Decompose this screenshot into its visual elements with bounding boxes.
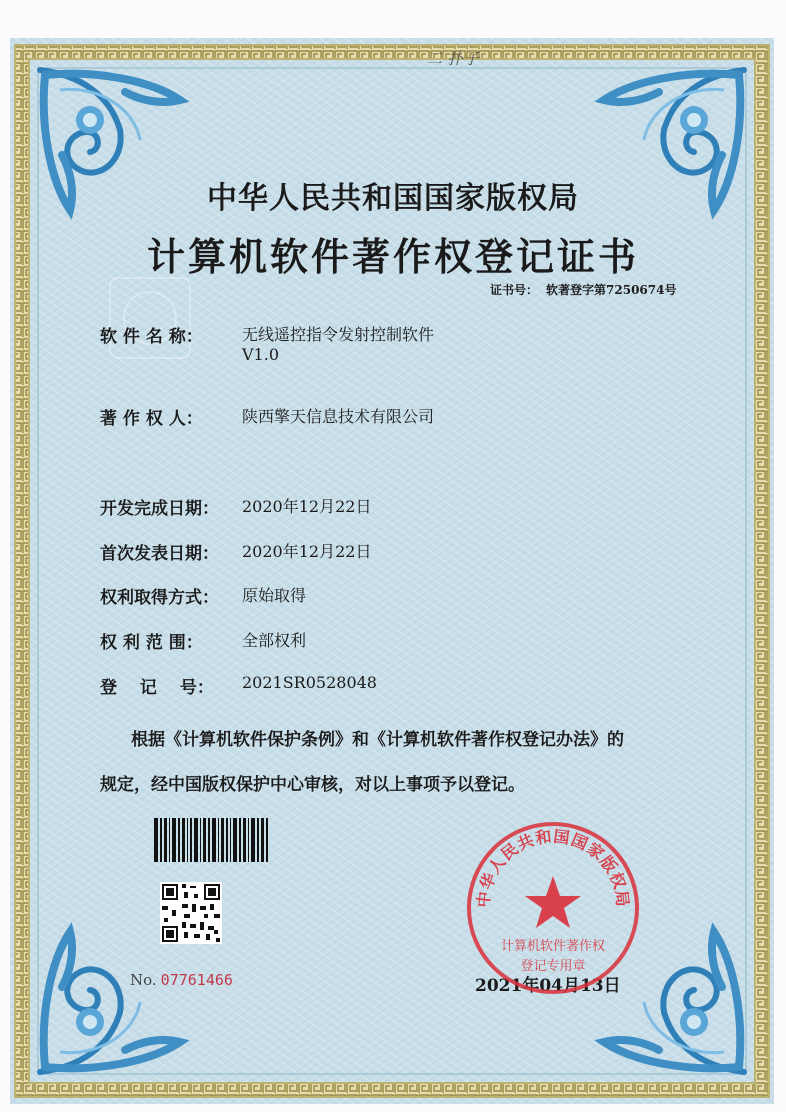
rights-scope-label: 权 利 范 围： [100,633,203,653]
official-seal [463,818,643,998]
serial-number [130,971,233,989]
issuer-heading: 中华人民共和国国家版权局 [207,181,579,216]
qr-code-icon [160,882,222,944]
seal-star-icon [525,876,581,928]
copyright-owner-label: 著 作 权 人： [100,409,203,429]
certificate-number-value: 软著登字第7250674号 [546,283,677,297]
software-version-value: V1.0 [242,345,279,364]
first-publish-date-label: 首次发表日期： [100,544,219,564]
first-publish-date-value: 2020年12月22日 [242,542,372,561]
serial-prefix: No. [130,971,157,989]
barcode-icon [154,818,268,862]
certificate-number-label: 证书号： [490,283,539,297]
seal-inner-line-1: 计算机软件著作权 [500,939,606,954]
acquisition-method-value: 原始取得 [242,586,307,605]
dev-completion-date-label: 开发完成日期： [100,499,219,519]
rights-scope-value: 全部权利 [242,631,307,650]
dev-completion-date-value: 2020年12月22日 [242,497,372,516]
certificate-number [490,281,684,298]
registration-number-value: 2021SR0528048 [242,673,377,692]
statement-line-2: 规定，经中国版权保护中心审核，对以上事项予以登记。 [100,775,525,795]
seal-outer-text: 中华人民共和国国家版权局 [473,826,633,909]
handwritten-note: 二 扑子 [426,49,480,68]
certificate-title: 计算机软件著作权登记证书 [146,234,639,279]
serial-number-value: 07761466 [160,971,233,989]
registration-number-label: 登 记 号： [100,678,214,698]
software-name-value: 无线遥控指令发射控制软件 [242,325,435,344]
copyright-owner-value: 陕西擎天信息技术有限公司 [242,407,435,426]
seal-inner-line-2: 登记专用章 [520,959,586,974]
statement-line-1: 根据《计算机软件保护条例》和《计算机软件著作权登记办法》的 [131,730,624,750]
software-name-label: 软 件 名 称： [100,327,203,347]
issue-date: 2021年04月13日 [475,976,621,996]
acquisition-method-label: 权利取得方式： [100,588,219,608]
ornament-bottom-left-icon [40,932,180,1072]
